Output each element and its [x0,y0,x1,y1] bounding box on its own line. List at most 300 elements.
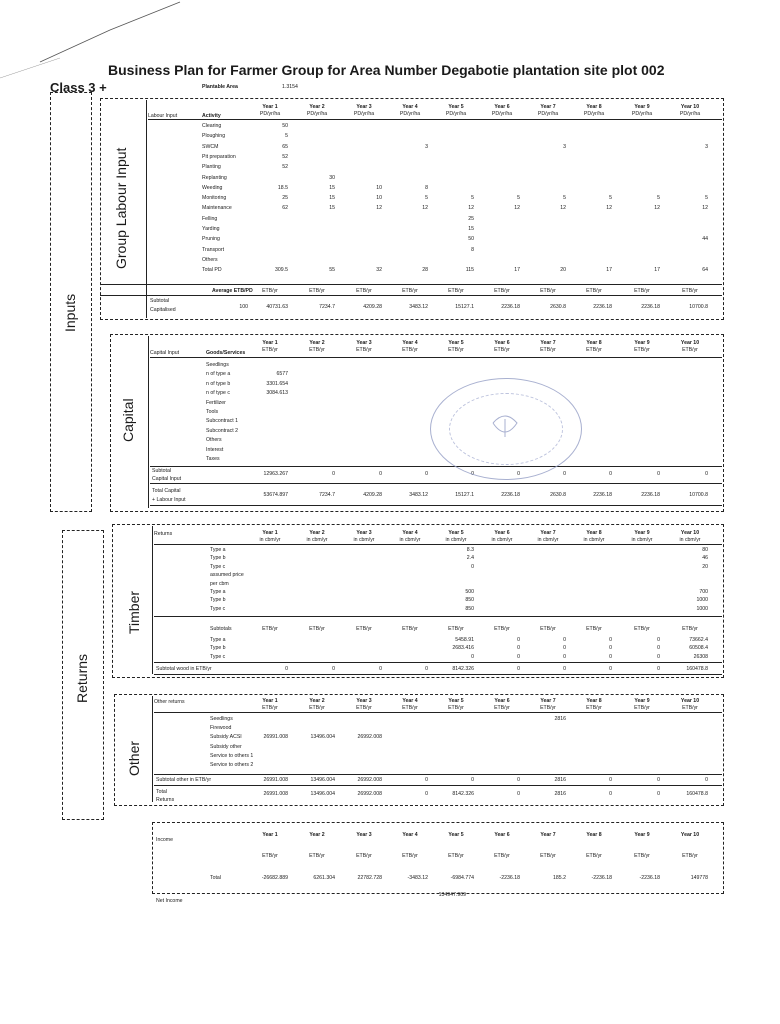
capital-year-header: Year 10 [680,340,700,346]
timber-year-header: Year 1 [262,530,278,536]
other-row-label: Firewood [210,725,232,732]
income-unit-header: ETB/yr [262,853,278,859]
labour-year-header: Year 9 [634,104,650,110]
net-income-value: 134947.909 [438,892,466,898]
labour-subtotal-cell: 40731.63 [266,304,288,310]
timber-cell: 850 [465,597,474,604]
capital-row-label: n of type b [206,380,231,387]
labour-cell: 5 [517,195,520,202]
timber-row-label: Type c [210,605,226,612]
labour-row-label: Monitoring [202,195,227,202]
capital-unit-header: ETB/yr [356,347,372,353]
labour-row-label: Labour Input [148,113,178,119]
capital-total-cell: 3483.12 [409,492,428,498]
timber-row-label: Type a [210,637,226,643]
capital-row-label: Fertilizer [206,399,226,406]
labour-cell: 17 [606,267,612,274]
page-title: Business Plan for Farmer Group for Area Number Degabotie plantation site plot 002 [108,62,665,78]
other-subtotal-cell: 13496.004 [310,777,335,783]
labour-avg-unit: ETB/yr [540,288,556,294]
timber-side-label: Timber [126,590,142,634]
capital-total-label2: + Labour Input [152,497,186,503]
other-year-header: Year 3 [356,698,372,704]
capital-year-header: Year 1 [262,340,278,346]
other-total-cell: 0 [425,791,428,797]
capital-year-header: Year 5 [448,340,464,346]
income-total-cell: 6261.304 [313,875,335,881]
timber-subtotals-unit: ETB/yr [634,626,650,632]
labour-cell: 30 [329,174,335,181]
income-total-cell: -3483.12 [407,875,428,881]
labour-cell: 5 [285,133,288,140]
income-unit-header: ETB/yr [356,853,372,859]
other-total-cell: 26992.008 [357,791,382,797]
timber-row-label: Type b [210,645,226,652]
labour-year-header: Year 1 [262,104,278,110]
timber-subtotal-cell: 0 [657,666,660,672]
timber-cell: 0 [657,637,660,643]
other-subtotal-cell: 0 [425,777,428,783]
labour-year-header: Year 2 [309,104,325,110]
timber-subtotal-cell: 0 [332,666,335,672]
capital-subtotal-cell: 0 [563,471,566,477]
rule-line [154,712,722,713]
timber-unit-header: in cbm/yr [491,537,513,543]
labour-cell: 17 [654,267,660,274]
timber-cell: 0 [609,637,612,643]
income-total-cell: 149778 [690,875,708,881]
timber-unit-header: in cbm/yr [631,537,653,543]
other-year-header: Year 10 [680,698,700,704]
income-unit-header: ETB/yr [634,853,650,859]
capital-cell: 6577 [276,371,288,378]
timber-cell: 0 [563,645,566,652]
capital-row-label: n of type a [206,371,231,378]
labour-cell: 52 [282,153,288,160]
other-subtotal-cell: 26992.008 [357,777,382,783]
income-unit-header: ETB/yr [309,853,325,859]
capital-subtotal-cell: 12963.267 [263,471,288,477]
income-total-cell: -2236.18 [499,875,520,881]
capital-cell: 3084.613 [266,390,288,397]
timber-cell: 0 [471,653,474,660]
labour-unit-header: PD/yr/ha [259,111,281,117]
labour-subtotal-cell: 10700.8 [689,304,708,310]
labour-year-header: Year 10 [680,104,700,110]
timber-year-header: Year 8 [586,530,602,536]
other-total-cell: 2816 [554,791,566,797]
timber-subtotals-unit: ETB/yr [402,626,418,632]
other-total-cell: 13496.004 [310,791,335,797]
income-year-header: Year 5 [448,832,464,838]
rule-line [154,674,722,675]
timber-year-header: Year 7 [540,530,556,536]
timber-cell: 2683.416 [452,645,474,652]
capital-subtotal-cell: 0 [379,471,382,477]
rule-line [154,544,722,545]
income-year-header: Year 1 [262,832,278,838]
capital-subtotal-label2: Capital Input [152,476,182,482]
capital-row-label: Subcontract 2 [206,427,239,434]
labour-unit-header: PD/yr/ha [679,111,701,117]
capital-total-cell: 10700.8 [689,492,708,498]
labour-cell: 12 [654,205,660,212]
class-label: Class 3 + [50,80,107,95]
labour-subtotal-cell: 7234.7 [319,304,335,310]
labour-cell: 5 [563,195,566,202]
income-year-header: Year 8 [586,832,602,838]
labour-cell: 12 [422,205,428,212]
timber-year-header: Year 5 [448,530,464,536]
other-total-cell: 8142.326 [452,791,474,797]
timber-unit-header: in cbm/yr [679,537,701,543]
timber-subtotal-cell: 0 [609,666,612,672]
labour-row-label: Transport [202,246,225,253]
other-row-label: Service to others 1 [210,752,254,759]
timber-unit-header: in cbm/yr [306,537,328,543]
income-total-cell: -2236.18 [639,875,660,881]
rule-line [154,616,722,617]
capital-row-label: n of type c [206,390,230,397]
labour-avg-unit: ETB/yr [309,288,325,294]
labour-row-label: Replanting [202,174,227,181]
capital-unit-header: ETB/yr [262,347,278,353]
labour-cell: 15 [329,195,335,202]
timber-subtotals-label: Subtotals [210,626,232,632]
other-subtotal-cell: 0 [471,777,474,783]
capital-row-label: Capital Input [150,350,180,356]
other-unit-header: ETB/yr [356,705,372,711]
timber-year-header: Year 2 [309,530,325,536]
timber-row-label: Returns [154,531,173,537]
labour-cell: 20 [560,267,566,274]
capital-unit-header: ETB/yr [402,347,418,353]
timber-cell: 850 [465,605,474,612]
labour-row-label: SWCM [202,143,219,150]
capital-subtotal-cell: 0 [471,471,474,477]
labour-cell: 3 [425,143,428,150]
timber-subtotals-unit: ETB/yr [309,626,325,632]
labour-cell: 10 [376,195,382,202]
timber-unit-header: in cbm/yr [445,537,467,543]
timber-year-header: Year 9 [634,530,650,536]
timber-cell: 0 [563,653,566,660]
other-year-header: Year 8 [586,698,602,704]
timber-subtotals-unit: ETB/yr [682,626,698,632]
timber-cell: 0 [517,637,520,643]
timber-cell: 2.4 [466,555,474,562]
labour-cell: 3 [705,143,708,150]
capital-row-label: Subcontract 1 [206,418,239,425]
timber-row-label: Type b [210,597,226,604]
labour-avg-unit: ETB/yr [262,288,278,294]
income-row-label: Income [156,837,174,843]
capital-unit-header: ETB/yr [682,347,698,353]
other-total-cell: 26991.008 [263,791,288,797]
other-subtotal-cell: 26991.008 [263,777,288,783]
timber-subtotal-label: Subtotal wood in ETB/yr [156,666,212,672]
capital-row-label: Taxes [206,456,220,462]
labour-cell: 8 [425,184,428,191]
labour-row-label: Others [202,256,218,263]
labour-cell: 309.5 [275,267,288,274]
timber-year-header: Year 3 [356,530,372,536]
labour-cell: 12 [376,205,382,212]
income-unit-header: ETB/yr [494,853,510,859]
capital-unit-header: ETB/yr [586,347,602,353]
capital-subtotal-cell: 0 [705,471,708,477]
capital-year-header: Year 2 [309,340,325,346]
other-unit-header: ETB/yr [309,705,325,711]
labour-subtotal-cell: 3483.12 [409,304,428,310]
timber-unit-header: in cbm/yr [353,537,375,543]
rule-line [100,284,722,285]
labour-row-label: Felling [202,215,218,222]
other-subtotal-cell: 0 [517,777,520,783]
other-row-label: Subsidy ACSI [210,734,242,741]
timber-cell: 0 [563,637,566,643]
income-total-cell: -2236.18 [591,875,612,881]
rule-line [150,483,722,484]
other-unit-header: ETB/yr [586,705,602,711]
labour-row-label: Ploughing [202,133,226,140]
timber-subtotals-unit: ETB/yr [586,626,602,632]
capital-year-header: Year 4 [402,340,418,346]
other-year-header: Year 1 [262,698,278,704]
income-unit-header: ETB/yr [586,853,602,859]
capital-subtotal-cell: 0 [517,471,520,477]
labour-subtotal-cell: 2236.18 [593,304,612,310]
timber-cell: 46 [702,555,708,562]
other-unit-header: ETB/yr [682,705,698,711]
timber-subtotal-cell: 0 [285,666,288,672]
timber-year-header: Year 10 [680,530,700,536]
labour-subtotal-cell: 4209.28 [363,304,382,310]
timber-year-header: Year 6 [494,530,510,536]
timber-row-label: Type c [210,653,226,660]
capital-total-cell: 2236.18 [593,492,612,498]
income-total-cell: -26682.889 [261,875,288,881]
labour-cell: 12 [560,205,566,212]
timber-row-label: assumed price [210,572,244,579]
timber-subtotal-cell: 0 [425,666,428,672]
capital-unit-header: ETB/yr [309,347,325,353]
capital-unit-header: ETB/yr [448,347,464,353]
timber-cell: 0 [657,645,660,652]
labour-avg-unit: ETB/yr [448,288,464,294]
labour-cell: 15 [329,184,335,191]
labour-cell: 115 [465,267,474,274]
income-year-header: Year 7 [540,832,556,838]
labour-row-label: Clearing [202,123,222,129]
labour-unit-header: PD/yr/ha [631,111,653,117]
other-unit-header: ETB/yr [634,705,650,711]
income-unit-header: ETB/yr [682,853,698,859]
other-unit-header: ETB/yr [540,705,556,711]
timber-cell: 1000 [696,597,708,604]
returns-label: Returns [74,653,90,703]
labour-cell: 50 [468,236,474,243]
timber-subtotal-cell: 8142.326 [452,666,474,672]
labour-cell: 32 [376,267,382,274]
other-total-cell: 160478.8 [686,791,708,797]
labour-avg-label: Average ETB/PD [212,288,253,294]
timber-cell: 20 [702,563,708,570]
labour-col-head: Activity [202,113,221,119]
capital-year-header: Year 8 [586,340,602,346]
capital-row-label: Tools [206,409,219,415]
labour-avg-unit: ETB/yr [494,288,510,294]
other-total-cell: 0 [657,791,660,797]
official-seal [430,378,582,480]
other-year-header: Year 2 [309,698,325,704]
timber-unit-header: in cbm/yr [259,537,281,543]
labour-unit-header: PD/yr/ha [353,111,375,117]
labour-avg-unit: ETB/yr [356,288,372,294]
capital-col-head: Goods/Services [206,350,246,356]
income-year-header: Year 6 [494,832,510,838]
timber-row-label: Type c [210,563,226,570]
other-unit-header: ETB/yr [494,705,510,711]
income-year-header: Year 4 [402,832,418,838]
labour-cell: 55 [329,267,335,274]
timber-subtotal-cell: 160478.8 [686,666,708,672]
income-total-cell: 185.2 [553,875,566,881]
labour-row-label: Weeding [202,184,223,191]
income-total-label: Total [210,875,221,881]
capital-row-label: Others [206,437,222,444]
labour-subtotal-cell: 15127.1 [455,304,474,310]
timber-cell: 0 [517,645,520,652]
capital-row-label: Interest [206,446,224,453]
labour-avg-value: 100 [239,304,248,310]
capital-unit-header: ETB/yr [634,347,650,353]
other-total-label: Total [156,789,167,795]
timber-subtotal-cell: 0 [517,666,520,672]
labour-subtotal-label2: Capitalised [150,307,176,313]
income-unit-header: ETB/yr [448,853,464,859]
labour-cell: 5 [705,195,708,202]
labour-cell: 12 [702,205,708,212]
labour-cell: 5 [425,195,428,202]
labour-avg-unit: ETB/yr [634,288,650,294]
labour-cell: 18.5 [277,184,288,191]
labour-avg-unit: ETB/yr [682,288,698,294]
timber-cell: 1000 [696,605,708,612]
other-subtotal-cell: 0 [705,777,708,783]
income-unit-header: ETB/yr [402,853,418,859]
income-year-header: Year 9 [634,832,650,838]
timber-cell: 0 [609,653,612,660]
capital-total-cell: 2236.18 [641,492,660,498]
rule-line [150,505,722,506]
other-subtotal-cell: 0 [657,777,660,783]
labour-cell: 44 [702,236,708,243]
capital-side-label: Capital [120,398,136,442]
timber-subtotal-cell: 0 [563,666,566,672]
labour-cell: 5 [657,195,660,202]
capital-unit-header: ETB/yr [494,347,510,353]
other-cell: 26992.008 [357,734,382,741]
timber-cell: 5458.91 [455,637,474,643]
inputs-label: Inputs [62,293,78,332]
labour-cell: 5 [609,195,612,202]
other-row-label: Service to others 2 [210,762,254,768]
labour-cell: 52 [282,164,288,171]
other-subtotal-cell: 0 [609,777,612,783]
other-total-label2: Returns [156,797,175,803]
labour-cell: 15 [468,226,474,232]
timber-cell: 73662.4 [689,637,708,643]
timber-row-label: Type b [210,555,226,562]
timber-cell: 0 [609,645,612,652]
capital-cell: 3301.654 [266,380,288,387]
other-side-label: Other [126,740,142,776]
income-total-cell: -6984.774 [450,875,474,881]
labour-avg-unit: ETB/yr [402,288,418,294]
labour-year-header: Year 3 [356,104,372,110]
labour-cell: 5 [471,195,474,202]
timber-subtotals-unit: ETB/yr [356,626,372,632]
labour-cell: 25 [282,195,288,202]
rule-line [150,357,722,358]
labour-cell: 62 [282,205,288,212]
timber-unit-header: in cbm/yr [537,537,559,543]
labour-year-header: Year 4 [402,104,418,110]
other-cell: 2816 [554,716,566,722]
labour-row-label: Pruning [202,236,220,243]
capital-total-cell: 53674.897 [263,492,288,498]
labour-subtotal-label: Subtotal [150,298,170,304]
labour-cell: 64 [702,267,708,274]
timber-unit-header: in cbm/yr [583,537,605,543]
other-row-label: Subsidy other [210,743,242,750]
other-total-cell: 0 [517,791,520,797]
other-year-header: Year 4 [402,698,418,704]
labour-row-label: Maintenance [202,205,232,212]
labour-cell: 28 [422,267,428,274]
capital-year-header: Year 3 [356,340,372,346]
labour-row-label: Planting [202,164,221,171]
labour-unit-header: PD/yr/ha [537,111,559,117]
other-year-header: Year 5 [448,698,464,704]
net-income-label: Net Income [156,898,183,904]
timber-cell: 60508.4 [689,645,708,652]
timber-cell: 500 [465,589,474,595]
income-year-header: Year 2 [309,832,325,838]
labour-cell: 10 [376,184,382,191]
capital-unit-header: ETB/yr [540,347,556,353]
other-year-header: Year 9 [634,698,650,704]
timber-cell: 0 [657,653,660,660]
labour-unit-header: PD/yr/ha [491,111,513,117]
labour-cell: 65 [282,143,288,150]
capital-total-cell: 2236.18 [501,492,520,498]
rule-line [154,785,722,786]
timber-cell: 8.3 [466,547,474,553]
capital-total-cell: 7234.7 [319,492,335,498]
labour-cell: 50 [282,123,288,129]
capital-section [110,334,724,512]
other-subtotal-cell: 2816 [554,777,566,783]
plantable-area-value: 1.3154 [282,84,298,90]
timber-cell: 80 [702,547,708,553]
labour-cell: 3 [563,143,566,150]
timber-subtotals-unit: ETB/yr [262,626,278,632]
capital-total-cell: 2630.8 [550,492,566,498]
rule-line [100,295,722,296]
rule-line [154,662,722,663]
